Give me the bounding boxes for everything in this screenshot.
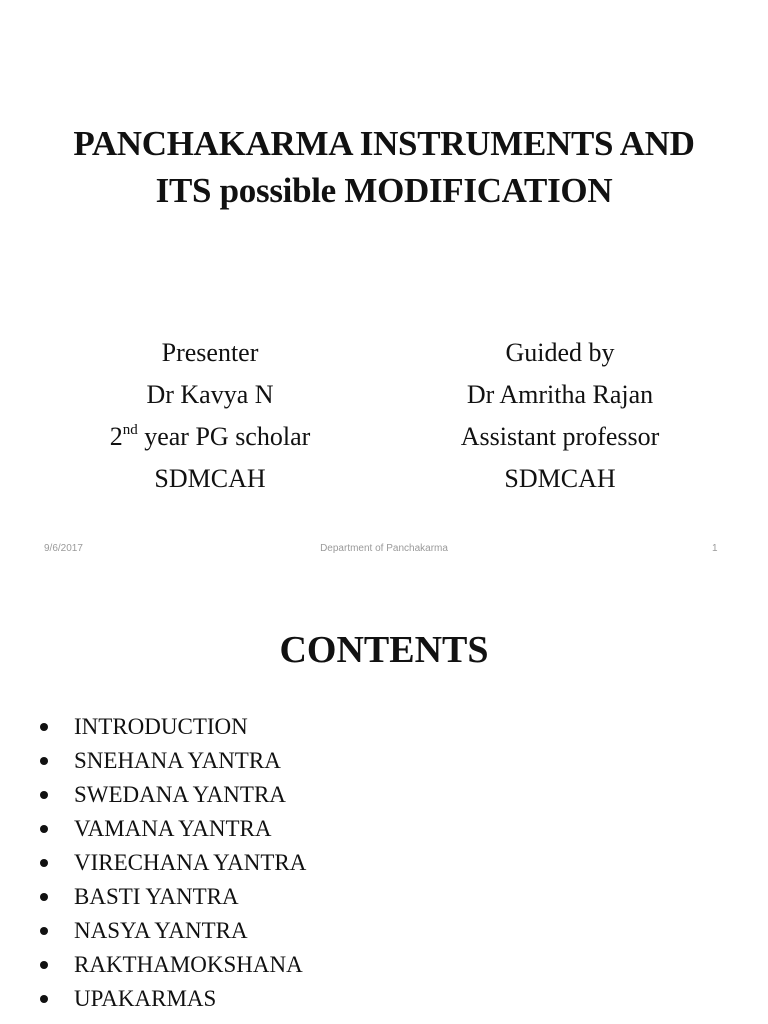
list-item xyxy=(40,812,306,846)
list-item xyxy=(40,710,306,744)
list-item-label: UPAKARMAS xyxy=(74,986,217,1011)
list-item xyxy=(40,846,306,880)
bullet-icon xyxy=(40,723,48,731)
list-item xyxy=(40,880,306,914)
presenter-block xyxy=(60,332,360,500)
bullet-icon xyxy=(40,961,48,969)
list-item xyxy=(40,948,306,982)
presenter-role-suffix: nd xyxy=(122,422,138,438)
contents-list xyxy=(40,710,306,1016)
bullet-icon xyxy=(40,757,48,765)
footer-department: Department of Panchakarma xyxy=(320,543,448,554)
bullet-icon xyxy=(40,859,48,867)
guide-name: Dr Amritha Rajan xyxy=(466,380,654,409)
slide-contents xyxy=(0,576,768,1024)
list-item-label: SNEHANA YANTRA xyxy=(74,748,281,773)
title-line-1: PANCHAKARMA INSTRUMENTS AND xyxy=(73,124,695,163)
list-item-label: BASTI YANTRA xyxy=(74,884,239,909)
guide-institution: SDMCAH xyxy=(504,464,616,493)
presenter-role xyxy=(60,416,360,458)
bullet-icon xyxy=(40,893,48,901)
list-item xyxy=(40,914,306,948)
bullet-icon xyxy=(40,825,48,833)
list-item-label: VIRECHANA YANTRA xyxy=(74,850,307,875)
footer-date: 9/6/2017 xyxy=(44,543,83,554)
list-item-label: NASYA YANTRA xyxy=(74,918,248,943)
presenter-role-ordinal: 2 xyxy=(109,422,123,451)
list-item xyxy=(40,778,306,812)
list-item-label: INTRODUCTION xyxy=(74,714,248,739)
list-item xyxy=(40,982,306,1016)
footer-page-number: 1 xyxy=(712,543,718,554)
presenter-role-rest: year PG scholar xyxy=(137,422,311,451)
bullet-icon xyxy=(40,927,48,935)
guide-role: Assistant professor xyxy=(460,422,660,451)
guide-block xyxy=(410,332,710,500)
presenter-institution: SDMCAH xyxy=(154,464,266,493)
bullet-icon xyxy=(40,995,48,1003)
presenter-name: Dr Kavya N xyxy=(146,380,274,409)
list-item-label: VAMANA YANTRA xyxy=(74,816,272,841)
title-line-2: ITS possible MODIFICATION xyxy=(155,171,613,210)
guide-heading: Guided by xyxy=(505,338,615,367)
list-item xyxy=(40,744,306,778)
slide-footer xyxy=(0,543,768,559)
slide-title-heading xyxy=(0,120,768,214)
list-item-label: RAKTHAMOKSHANA xyxy=(74,952,303,977)
list-item-label: SWEDANA YANTRA xyxy=(74,782,286,807)
bullet-icon xyxy=(40,791,48,799)
presenter-heading: Presenter xyxy=(161,338,259,367)
contents-heading: CONTENTS xyxy=(279,629,489,671)
